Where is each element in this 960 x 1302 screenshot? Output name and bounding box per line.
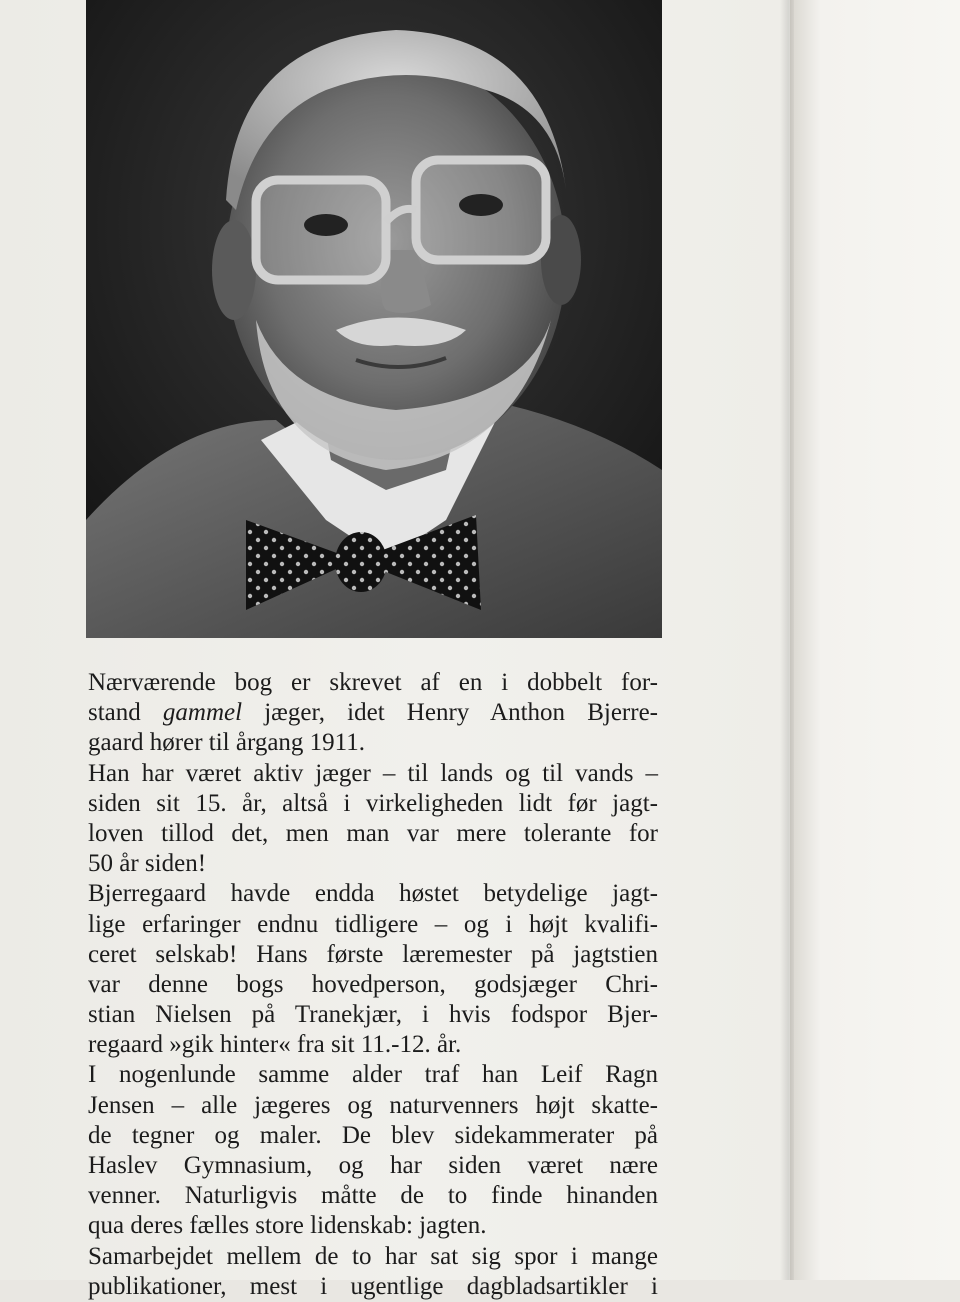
text-line: 50 år siden!: [88, 850, 207, 878]
body-text: [88, 668, 658, 1300]
text-line: var denne bogs hovedperson, godsjæger Chri-: [88, 970, 658, 998]
right-page: [790, 0, 960, 1280]
portrait-icon: [86, 0, 662, 638]
text-line: qua deres fælles store lidenskab: jagten.: [88, 1212, 487, 1240]
text-line: Bjerregaard havde endda høstet betydelige jagt-: [88, 880, 658, 908]
text-line: stian Nielsen på Tranekjær, i hvis fodspor Bjer-: [88, 1001, 658, 1029]
text-line: ceret selskab! Hans første læremester på jagtstien: [88, 940, 658, 968]
text-line: Haslev Gymnasium, og har siden været nære: [88, 1152, 658, 1179]
portrait-photo: [86, 0, 662, 638]
text-line: de tegner og maler. De blev sidekammerater på: [88, 1121, 658, 1149]
text-line: Nærværende bog er skrevet af en i dobbelt for-: [88, 669, 658, 696]
text-line: lige erfaringer endnu tidligere – og i højt kvalifi-: [88, 910, 658, 938]
text-line: Samarbejdet mellem de to har sat sig spor i mange: [88, 1242, 658, 1270]
text-line: I nogenlunde samme alder traf han Leif Ragn: [88, 1061, 658, 1089]
text-line: gaard hører til årgang 1911.: [88, 729, 365, 757]
text-line: Han har været aktiv jæger – til lands og til vands –: [88, 759, 658, 787]
book-gutter: [780, 0, 794, 1280]
text-line: Jensen – alle jægeres og naturvenners højt skatte-: [88, 1091, 658, 1119]
text-line: loven tillod det, men man var mere tolerante for: [88, 819, 658, 847]
text-line: stand gammel jæger, idet Henry Anthon Bjerre-: [88, 699, 658, 727]
text-line: publikationer, mest i ugentlige dagbladsartikler i: [88, 1272, 658, 1300]
text-line: venner. Naturligvis måtte de to finde hinanden: [88, 1182, 658, 1210]
text-line: siden sit 15. år, altså i virkeligheden lidt før jagt-: [88, 789, 658, 817]
text-line: regaard »gik hinter« fra sit 11.-12. år.: [88, 1031, 462, 1059]
